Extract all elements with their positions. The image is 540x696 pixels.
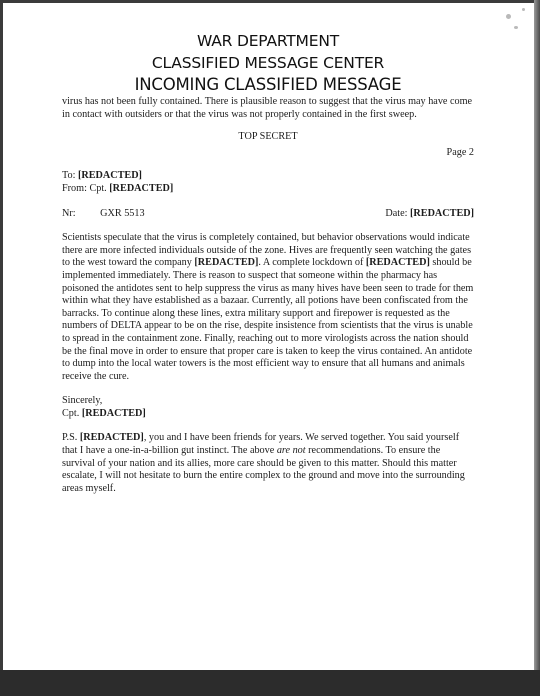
redacted-lockdown-target: [REDACTED]: [365, 257, 430, 269]
header-message-center: CLASSIFIED MESSAGE CENTER: [151, 54, 385, 72]
main-paragraph: [62, 232, 474, 383]
signature-rank: Cpt.: [62, 407, 80, 419]
carryover-paragraph: virus has not been fully contained. There is plausible reason to suggest that the virus may have come in contact with outsiders or that the virus was not properly contained in the first sweep.: [62, 96, 473, 120]
postscript-paragraph: [62, 432, 474, 495]
scan-speckle: [506, 14, 511, 19]
to-line: [62, 170, 474, 183]
nr-date-row: [62, 208, 474, 221]
from-line: [62, 183, 474, 196]
postscript-part3: recommendations. To ensure the survival of your nation and its allies, more care should be given to this matter. Should this matter escalate, I will not hesitate to burn the entire complex to the ground and move into the surrounding areas myself.: [62, 445, 465, 494]
nr-value: GXR 5513: [100, 207, 145, 219]
closing-sincerely: Sincerely,: [62, 395, 103, 407]
postscript-redacted: [REDACTED]: [79, 432, 144, 444]
signature-redacted: [REDACTED]: [81, 407, 146, 419]
scan-border-top: [0, 0, 540, 3]
scan-speckle: [522, 8, 525, 11]
classification-label: TOP SECRET: [238, 131, 298, 143]
from-label: From: Cpt.: [62, 182, 107, 194]
main-paragraph-part3: should be implemented immediately. There is reason to suspect that someone within the pharmacy has poisoned the antidotes sent to help suppress the virus as many hives have been seen to trade for them within what they have established as a bazaar. Currently, all potions have been confiscated from the barracks. To continue along these lines, extra military support and firepower is requested as the numbers of DELTA appear to be on the rise, despite insistence from scientists that the virus is unable to spread in the containment zone. Finally, reaching out to more virologists across the nation should be the final move in order to ensure that proper care is taken to keep the virus contained. An antidote to dump into the local water towers is the most efficient way to ensure that all humans and animals receive the cure.: [62, 257, 474, 382]
page-number: Page 2: [446, 146, 474, 158]
scan-border-right: [534, 0, 540, 696]
main-paragraph-part2: . A complete lockdown of: [258, 257, 366, 269]
postscript-emphasis: are not: [276, 445, 306, 457]
from-redacted: [REDACTED]: [109, 182, 174, 194]
date-field: [385, 208, 474, 221]
postscript-part2: , you and I have been friends for years. We served together. You said yourself that I have a one-in-a-billion gut instinct. The above: [62, 432, 460, 457]
header-message-type: INCOMING CLASSIFIED MESSAGE: [134, 75, 402, 94]
nr-label: Nr:: [62, 207, 76, 219]
scan-speckle: [514, 26, 518, 29]
to-redacted: [REDACTED]: [77, 170, 142, 182]
scan-border-left: [0, 0, 3, 696]
redacted-company: [REDACTED]: [194, 257, 259, 269]
document-content: [62, 30, 474, 495]
signature-line: [62, 408, 474, 421]
date-redacted: [REDACTED]: [410, 207, 474, 219]
scan-border-bottom: [0, 670, 540, 696]
to-label: To:: [62, 170, 76, 182]
postscript-part1: P.S.: [62, 432, 80, 444]
date-label: Date:: [385, 207, 408, 219]
main-paragraph-part1: Scientists speculate that the virus is completely contained, but behavior observations would indicate there are more infected individuals outside of the zone. Hives are frequently seen watching the gates to the west toward the company: [62, 232, 472, 269]
nr-field: [62, 208, 145, 221]
header-department: WAR DEPARTMENT: [196, 32, 339, 50]
